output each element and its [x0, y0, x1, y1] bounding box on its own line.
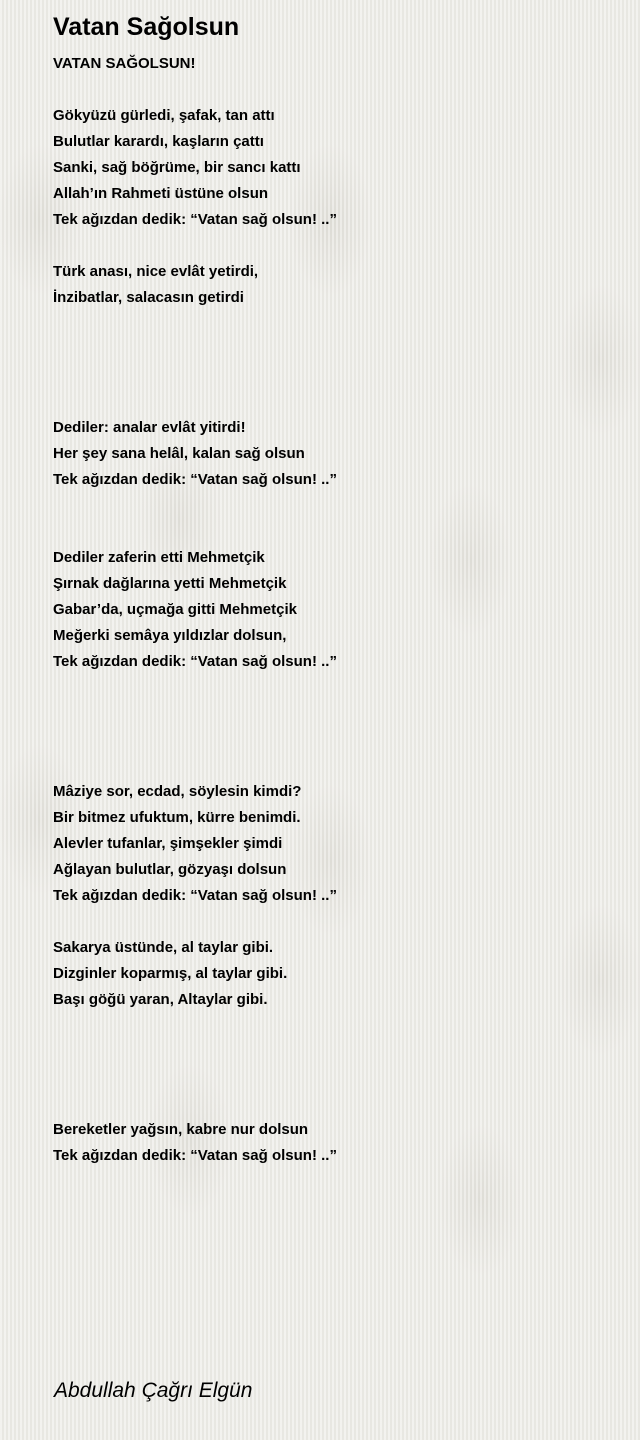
poem-line: Sanki, sağ böğrüme, bir sancı kattı [53, 159, 301, 176]
poem-line: Tek ağızdan dedik: “Vatan sağ olsun! ..” [53, 471, 337, 488]
stanza-gap [53, 675, 337, 701]
poem-line: Her şey sana helâl, kalan sağ olsun [53, 445, 305, 462]
poem-line: Alevler tufanlar, şimşekler şimdi [53, 835, 283, 852]
poem-line: VATAN SAĞOLSUN! [53, 55, 196, 72]
stanza-gap [53, 363, 337, 389]
poem-line: Bereketler yağsın, kabre nur dolsun [53, 1121, 309, 1138]
poem-line: Tek ağızdan dedik: “Vatan sağ olsun! ..” [53, 887, 337, 904]
poem-line: Tek ağızdan dedik: “Vatan sağ olsun! ..” [53, 653, 337, 670]
stanza-gap [53, 77, 337, 103]
poem-line: Sakarya üstünde, al taylar gibi. [53, 939, 274, 956]
stanza-gap [53, 727, 337, 753]
poem-line: Tek ağızdan dedik: “Vatan sağ olsun! ..” [53, 211, 337, 228]
stanza-gap [53, 311, 337, 337]
poem-line: Türk anası, nice evlât yetirdi, [53, 263, 259, 280]
poem-line: Allah’ın Rahmeti üstüne olsun [53, 185, 269, 202]
poem-line: Tek ağızdan dedik: “Vatan sağ olsun! ..” [53, 1147, 337, 1164]
poem-line: Gabar’da, uçmağa gitti Mehmetçik [53, 601, 297, 618]
stanza-gap [53, 389, 337, 415]
poem-body [53, 51, 337, 1169]
poem-line: İnzibatlar, salacasın getirdi [53, 289, 244, 306]
stanza-gap [53, 1013, 337, 1039]
poem-title: Vatan Sağolsun [53, 13, 240, 41]
stanza-gap [53, 753, 337, 779]
poem-line: Başı göğü yaran, Altaylar gibi. [53, 991, 268, 1008]
stanza-gap [53, 701, 337, 727]
stanza-gap [53, 233, 337, 259]
stanza-gap [53, 1065, 337, 1091]
stanza-gap [53, 1091, 337, 1117]
stanza-gap [53, 337, 337, 363]
poem-line: Meğerki semâya yıldızlar dolsun, [53, 627, 287, 644]
stanza-gap [53, 909, 337, 935]
stanza-gap [53, 1039, 337, 1065]
stanza-gap [53, 519, 337, 545]
poem-line: Şırnak dağlarına yetti Mehmetçik [53, 575, 287, 592]
poem-line: Dediler zaferin etti Mehmetçik [53, 549, 265, 566]
poem-line: Bulutlar karardı, kaşların çattı [53, 133, 264, 150]
poem-line: Mâziye sor, ecdad, söylesin kimdi? [53, 783, 302, 800]
poem-line: Gökyüzü gürledi, şafak, tan attı [53, 107, 275, 124]
poem-line: Dediler: analar evlât yitirdi! [53, 419, 246, 436]
poem-line: Bir bitmez ufuktum, kürre benimdi. [53, 809, 301, 826]
poem-author: Abdullah Çağrı Elgün [54, 1379, 253, 1402]
poem-line: Ağlayan bulutlar, gözyaşı dolsun [53, 861, 287, 878]
poem-line: Dizginler koparmış, al taylar gibi. [53, 965, 288, 982]
stanza-gap [53, 493, 337, 519]
